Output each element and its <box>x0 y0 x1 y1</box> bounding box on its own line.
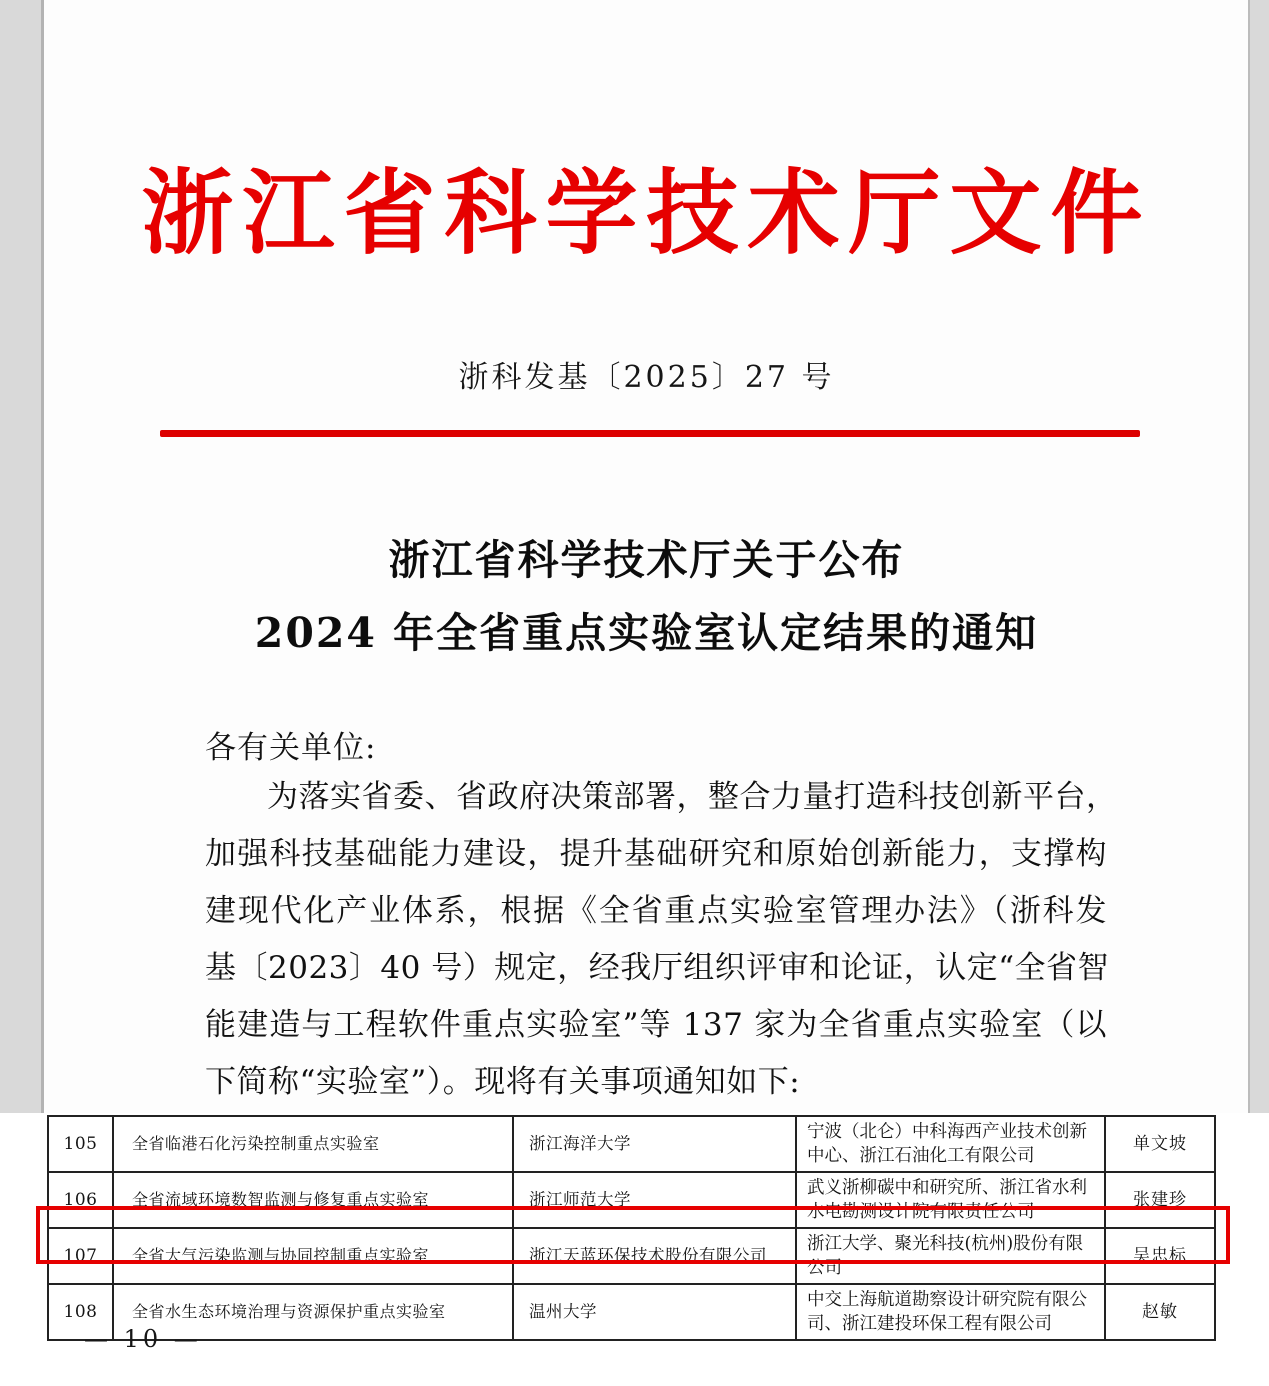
lab-name: 全省大气污染监测与协同控制重点实验室 <box>113 1228 513 1284</box>
scan-margin-left <box>0 0 44 1113</box>
notice-title <box>47 524 1246 670</box>
table-row-108 <box>48 1284 1215 1340</box>
table-row-106 <box>48 1172 1215 1228</box>
document-page <box>47 0 1246 1113</box>
agency-header-title: 浙江省科学技术厅文件 <box>141 159 1152 267</box>
red-divider-rule <box>160 430 1140 437</box>
host-institution: 浙江海洋大学 <box>513 1116 796 1172</box>
laboratory-table-section <box>0 1113 1269 1386</box>
row-number: 106 <box>48 1172 113 1228</box>
host-institution: 浙江天蓝环保技术股份有限公司 <box>513 1228 796 1284</box>
salutation: 各有关单位: <box>205 730 377 766</box>
row-number: 108 <box>48 1284 113 1340</box>
laboratory-table <box>47 1115 1216 1341</box>
row-number: 107 <box>48 1228 113 1284</box>
body-line: 下简称“实验室”）。现将有关事项通知如下: <box>205 1064 801 1100</box>
table-row-107-highlighted <box>48 1228 1215 1284</box>
row-number: 105 <box>48 1116 113 1172</box>
body-line: 建现代化产业体系，根据《全省重点实验室管理办法》（浙科发 <box>205 893 1107 929</box>
director-name: 张建珍 <box>1105 1172 1215 1228</box>
body-line: 基〔2023〕40 号）规定，经我厅组织评审和论证，认定“全省智 <box>205 950 1110 986</box>
partner-institutions: 武义浙柳碳中和研究所、浙江省水利水电勘测设计院有限责任公司 <box>796 1172 1105 1228</box>
body-line: 能建造与工程软件重点实验室”等 137 家为全省重点实验室（以 <box>205 1007 1107 1043</box>
host-institution: 浙江师范大学 <box>513 1172 796 1228</box>
body-line: 为落实省委、省政府决策部署，整合力量打造科技创新平台， <box>267 779 1118 815</box>
partner-institutions: 浙江大学、聚光科技(杭州)股份有限公司 <box>796 1228 1105 1284</box>
lab-name: 全省水生态环境治理与资源保护重点实验室 <box>113 1284 513 1340</box>
partner-institutions: 宁波（北仑）中科海西产业技术创新中心、浙江石油化工有限公司 <box>796 1116 1105 1172</box>
host-institution: 温州大学 <box>513 1284 796 1340</box>
page-number: — 10 — <box>84 1325 202 1353</box>
partner-institutions: 中交上海航道勘察设计研究院有限公司、浙江建投环保工程有限公司 <box>796 1284 1105 1340</box>
document-number: 浙科发基〔2025〕27 号 <box>458 360 835 395</box>
notice-title-line2: 2024 年全省重点实验室认定结果的通知 <box>254 609 1039 657</box>
body-line: 加强科技基础能力建设，提升基础研究和原始创新能力，支撑构 <box>205 836 1107 872</box>
director-name: 吴忠标 <box>1105 1228 1215 1284</box>
lab-name: 全省流域环境数智监测与修复重点实验室 <box>113 1172 513 1228</box>
director-name: 赵敏 <box>1105 1284 1215 1340</box>
notice-title-line1: 浙江省科学技术厅关于公布 <box>388 536 905 584</box>
body-paragraph <box>205 769 1118 1111</box>
table-row-105 <box>48 1116 1215 1172</box>
scan-margin-right <box>1248 0 1269 1113</box>
director-name: 单文坡 <box>1105 1116 1215 1172</box>
lab-name: 全省临港石化污染控制重点实验室 <box>113 1116 513 1172</box>
